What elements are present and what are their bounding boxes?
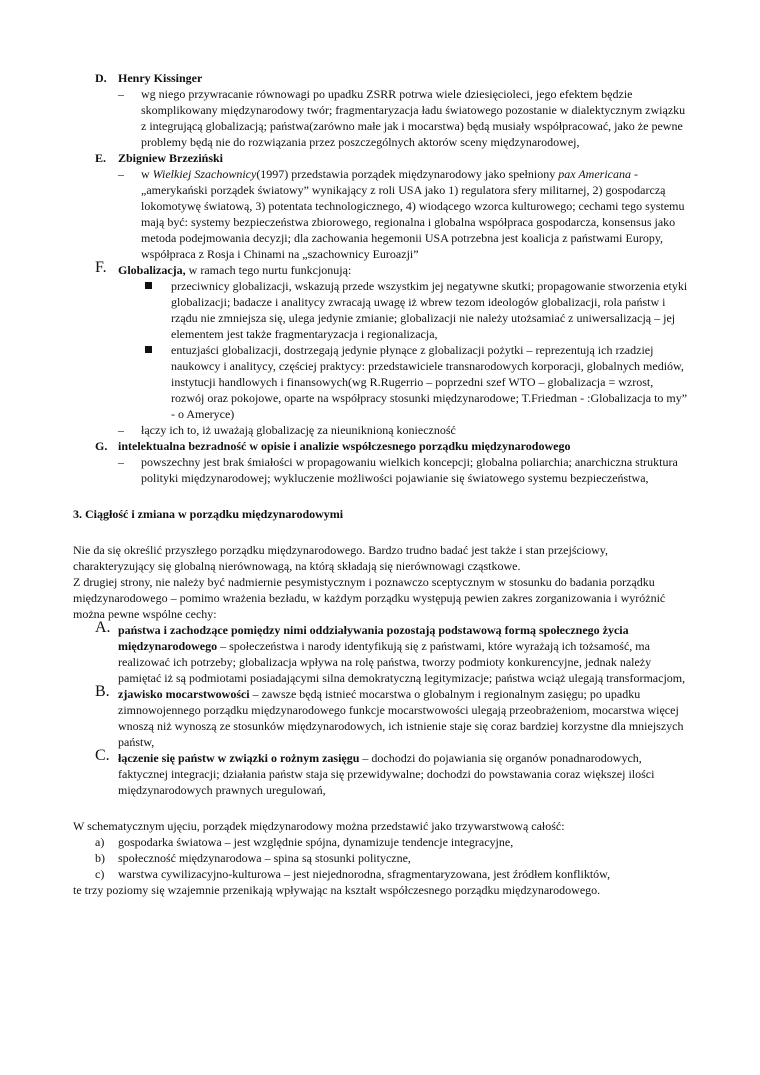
feature-label: A.: [95, 619, 111, 636]
layer-text: społeczność międzynarodowa – spina są stosunki polityczne,: [118, 851, 411, 865]
section-g-bullet-text: powszechny jest brak śmiałości w propagowaniu wielkich koncepcji; globalna poliarchia; anarchiczna struktura polityki międzynarodowej; wykluczenie możliwości pojawianie się światowego systemu bezpieczeństwa,: [141, 455, 678, 485]
intro-paragraph-2: Z drugiej strony, nie należy być nadmiernie pesymistycznym i poznawczo sceptycznym w stosunku do badania porządku międzynarodowego – pomimo wrażenia bezładu, w każdym porządku występują pewien zakres zorganizowania i wyróżnić można pewne wspólne cechy:: [73, 575, 666, 621]
dash-marker: –: [118, 167, 124, 181]
feature-text: – dochodzi do pojawiania się organów ponadnarodowych, faktycznej integracji; działania państw staja się przewidywalne; dochodzi do powstawania coraz większej ilości międzynarodowych prawnych uregulowań,: [118, 751, 655, 797]
layer-text: warstwa cywilizacyjno-kulturowa – jest niejednorodna, sfragmentaryzowana, jest źródłem konfliktów,: [118, 867, 611, 881]
layer-text: gospodarka światowa – jest względnie spójna, dynamizuje tendencje integracyjne,: [118, 835, 514, 849]
closing-sentence: te trzy poziomy się wzajemnie przenikają wpływając na kształt współczesnego porządku międzynarodowego.: [73, 883, 601, 897]
dash-marker: –: [118, 423, 124, 437]
feature-bold: łączenie się państw w związki o rożnym zasięgu: [118, 751, 360, 765]
section-d-heading: [73, 70, 688, 86]
intro-paragraph-1: Nie da się określić przyszłego porządku międzynarodowego. Bardzo trudno badać jest także i stan przejściowy, charakteryzujący się globalną nierównowagą, na którą składają się nierównowagi cząstkowe.: [73, 543, 609, 573]
feature-bold: państwa i zachodzące pomiędzy nimi oddziaływania pozostają podstawową formą społecznego życia międzynarodowego: [118, 623, 629, 653]
layer-item: [73, 834, 688, 850]
section-g-title: intelektualna bezradność w opisie i analizie współczesnego porządku międzynarodowego: [118, 439, 571, 453]
section-d-label: D.: [95, 71, 107, 85]
dash-marker: –: [118, 87, 124, 101]
layer-item: [73, 866, 688, 882]
section-e-bullet: [73, 166, 688, 262]
section-e-title: Zbigniew Brzeziński: [118, 151, 224, 165]
section-d-bullet: [73, 86, 688, 150]
layer-label: a): [95, 835, 105, 849]
section-d-bullet-text: wg niego przywracanie równowagi po upadku ZSRR potrwa wiele dziesięcioleci, jego efektem będzie skomplikowany międzynarodowy twór; fragmentaryzacja ładu światowego pozostanie w dialektycznym związku z integrującą globalizacją; państwa(zarówno małe jak i mocarstwa) będą musiały współpracować, jako że pewne problemy będą nie do rozwiązania przez poszczególnych aktorów sceny międzynarodowej,: [141, 87, 686, 149]
feature-text: – zawsze będą istnieć mocarstwa o globalnym i regionalnym zasięgu; po upadku zimnowojennego porządku międzynarodowego funkcje mocarstwowości ulegają przeobrażeniom, mocarstwa więcej wnoszą niż wynoszą ze stosunków międzynarodowych, ich istnienie staje się coraz bardziej korzystne dla mniejszych państw,: [118, 687, 684, 749]
section-f-square-item: [73, 342, 688, 422]
feature-text: – społeczeństwa i narody identyfikują się z państwami, które wyrażają ich tożsamość, ma realizować ich potrzeby; globalizacja wpływa na rolę państwa, tworzy podmioty konkurencyjne, jednak należy pamiętać iż są podmiotami posiadającymi silna demokratyczną legitymizacje; państwa wciąż ulegają transformacjom,: [118, 639, 686, 685]
section-e-bullet-mid: (1997) przedstawia porządek międzynarodowy jako spełniony: [256, 167, 559, 181]
section-e-bullet-prefix: w: [141, 167, 153, 181]
section-e-label: E.: [95, 151, 107, 165]
section-e-bullet-rest: - „amerykański porządek światowy” wynikający z roli USA jako 1) regulatora sfery militarnej, 2) gospodarczą lokomotywę światową, 3) potentata technologicznego, 4) wiodącego wzorca kulturowego; cechami tego systemu mają być: systemy bezpieczeństwa zbiorowego, regionalna i globalna współpraca gospodarcza, konsensus jako metoda podejmowania decyzji; dla zachowania hegemonii USA potrzebna jest koalicja z państwami Europy, współpraca z Rosja i Chinami na „szachownicy Euroazji”: [141, 167, 685, 261]
dash-marker: –: [118, 455, 124, 469]
document-page: [73, 70, 688, 898]
section-f-dash-item: [73, 422, 688, 438]
feature-label: C.: [95, 747, 110, 764]
section-f-dash-text: łączy ich to, iż uważają globalizację za nieuniknioną konieczność: [141, 423, 456, 437]
section-d-title: Henry Kissinger: [118, 71, 203, 85]
section-f-square-text: przeciwnicy globalizacji, wskazują przede wszystkim jej negatywne skutki; propagowanie stworzenia etyki globalizacji; badacze i analitycy zwracają uwagę iż wbrew tezom ideologów globalizacji, rola państw i rządu nie zmniejsza się, ulega jedynie zmianie; globalizacji nie należy utożsamiać z uniwersalizacją – jej elementem jest także fragmentaryzacja i regionalizacja,: [171, 279, 688, 341]
section-f-title-rest: w ramach tego nurtu funkcjonują:: [185, 263, 352, 277]
feature-label: B.: [95, 683, 110, 700]
square-bullet-icon: [145, 282, 152, 289]
feature-bold: zjawisko mocarstwowości: [118, 687, 250, 701]
section-f-title: Globalizacja,: [118, 263, 186, 277]
layer-item: [73, 850, 688, 866]
pax-americana-term: pax Americana: [558, 167, 631, 181]
section-f-heading: [73, 259, 688, 278]
section-f-square-item: [73, 278, 688, 342]
schema-intro: W schematycznym ujęciu, porządek międzynarodowy można przedstawić jako trzywarstwową całość:: [73, 819, 565, 833]
layer-label: c): [95, 867, 105, 881]
book-title: Wielkiej Szachownicy: [152, 167, 257, 181]
section-f-square-text: entuzjaści globalizacji, dostrzegają jedynie płynące z globalizacji pożytki – reprezentują ich rzadziej naukowcy i analitycy, częściej praktycy: przedstawiciele transnarodowych korporacji, globalnych mediów, instytucji handlowych i finansowych(wg R.Rugerrio – poprzedni szef WTO – globalizacja = wzrost, rozwój oraz pokojowe, oparte na współpracy stosunki międzynarodowe; T.Friedman - :Globalizacja to my” - o Ameryce): [171, 343, 688, 421]
feature-item-a: [73, 619, 688, 686]
section-3-heading: 3. Ciągłość i zmiana w porządku międzynarodowymi: [73, 507, 344, 521]
section-e-heading: [73, 150, 688, 166]
section-f-label: F.: [95, 259, 107, 276]
section-g-bullet: [73, 454, 688, 486]
feature-item-b: [73, 683, 688, 750]
square-bullet-icon: [145, 346, 152, 353]
layer-label: b): [95, 851, 105, 865]
section-g-heading: [73, 438, 688, 454]
section-g-label: G.: [95, 439, 108, 453]
feature-item-c: [73, 747, 688, 798]
